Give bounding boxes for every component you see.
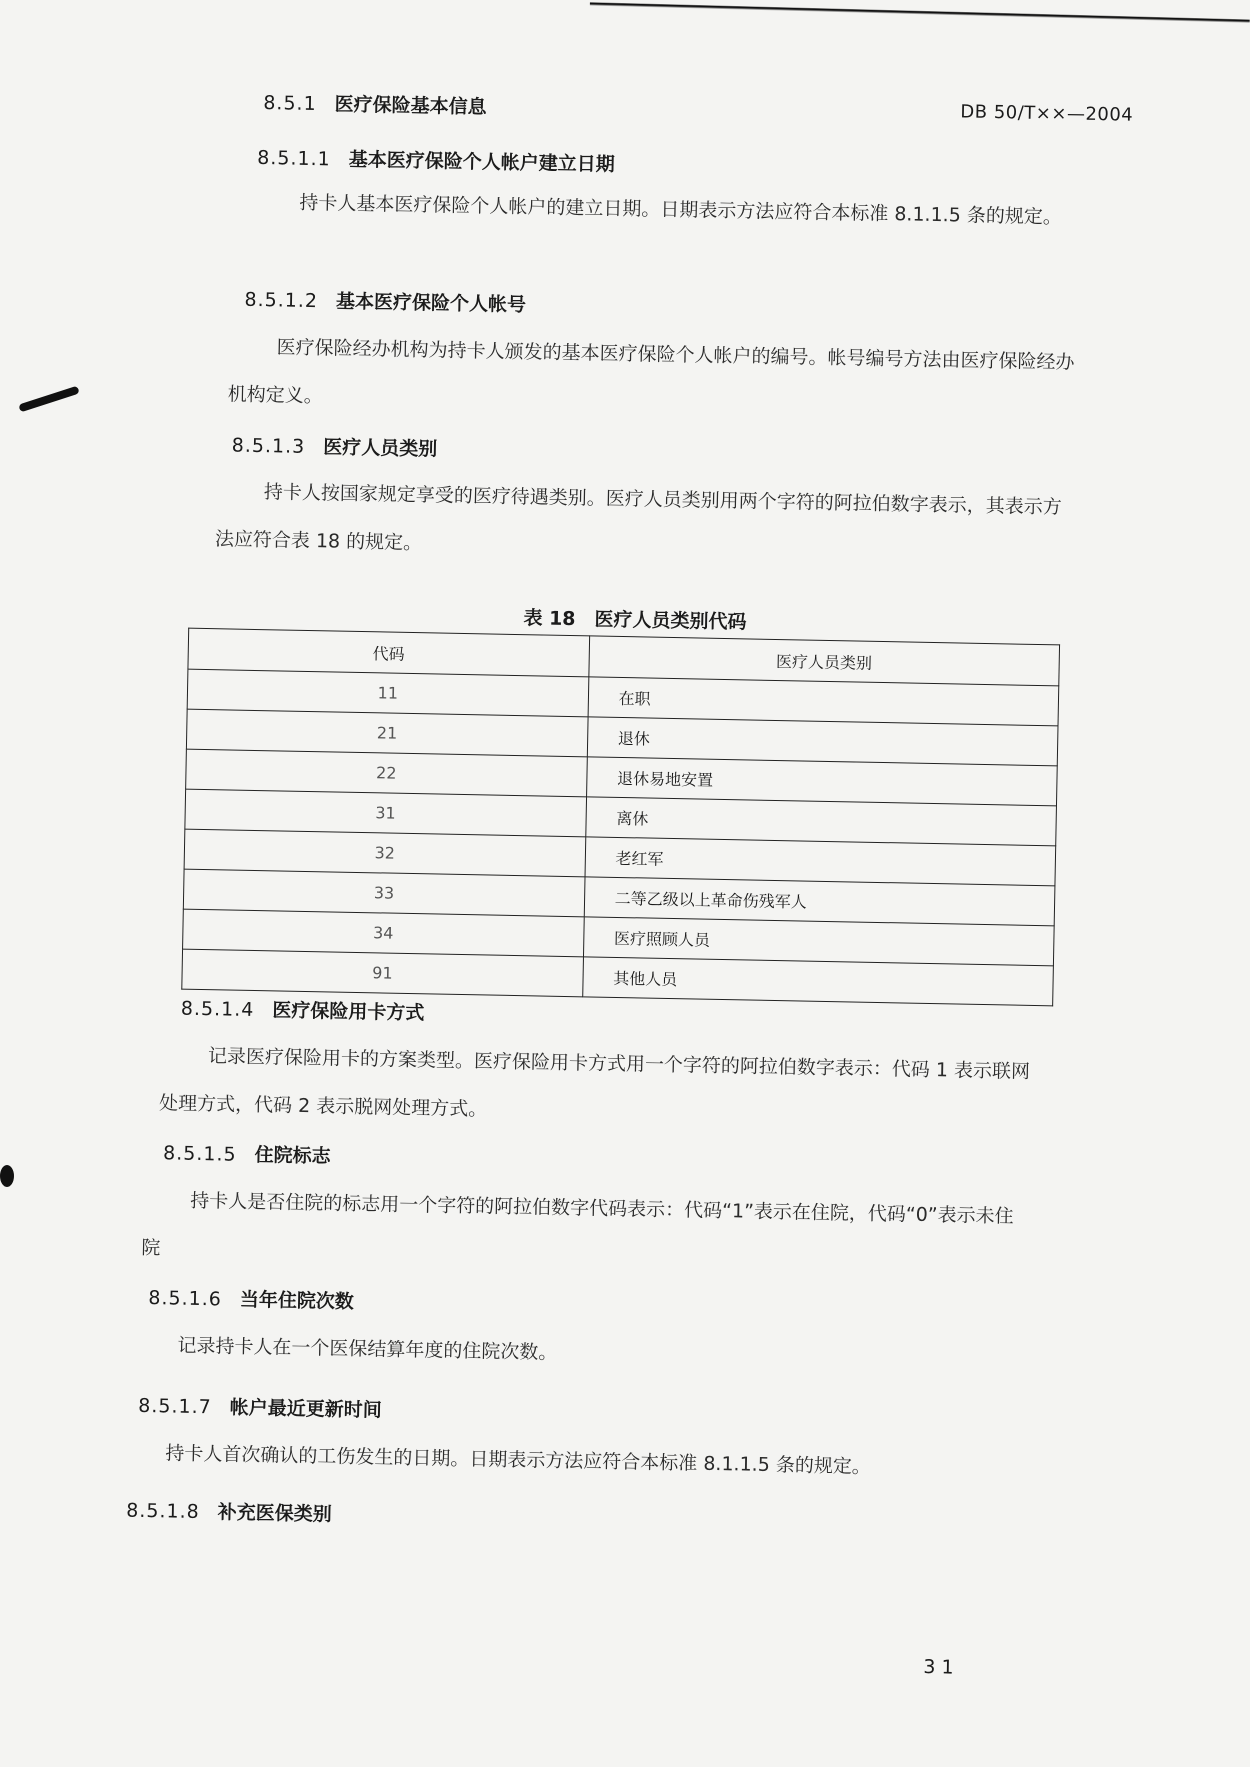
item-number: 8.5.1.2	[244, 288, 319, 313]
item-heading	[257, 143, 615, 177]
column-header-code: 代码	[188, 628, 589, 677]
item-title: 基本医疗保险个人帐户建立日期	[348, 148, 615, 176]
item-title: 补充医保类别	[217, 1501, 332, 1526]
item-paragraph: 记录持卡人在一个医保结算年度的住院次数。	[177, 1334, 558, 1364]
item-number: 8.5.1.4	[180, 997, 255, 1022]
item-title: 基本医疗保险个人帐号	[335, 290, 527, 317]
item-title: 医疗保险用卡方式	[272, 999, 425, 1025]
category-cell: 退休	[587, 717, 1058, 766]
document-code: DB 50/T××—2004	[960, 101, 1134, 126]
code-cell: 34	[183, 909, 584, 957]
item-paragraph: 持卡人按国家规定享受的医疗待遇类别。医疗人员类别用两个字符的阿拉伯数字表示，其表示方法应符合表 18 的规定。	[214, 481, 1062, 555]
item-title: 医疗人员类别	[322, 436, 438, 461]
category-cell: 医疗照顾人员	[583, 917, 1054, 966]
item-title: 住院标志	[254, 1144, 331, 1168]
item-paragraph: 记录医疗保险用卡的方案类型。医疗保险用卡方式用一个字符的阿拉伯数字表示：代码 1 表示联网处理方式，代码 2 表示脱网处理方式。	[158, 1045, 1031, 1121]
item-number: 8.5.1.1	[257, 146, 331, 171]
item-heading	[138, 1391, 382, 1423]
code-cell: 32	[184, 829, 585, 877]
category-cell: 其他人员	[582, 957, 1053, 1006]
item-paragraph: 持卡人基本医疗保险个人帐户的建立日期。日期表示方法应符合本标准 8.1.1.5 条的规定。	[299, 191, 1063, 229]
column-header-category: 医疗人员类别	[589, 636, 1060, 686]
item-number: 8.5.1.5	[162, 1142, 237, 1166]
item-heading	[244, 285, 526, 317]
section-title: 医疗保险基本信息	[334, 93, 487, 119]
item-paragraph: 持卡人是否住院的标志用一个字符的阿拉伯数字代码表示：代码“1”表示在住院，代码“0”表示未住院	[141, 1189, 1014, 1260]
item-number: 8.5.1.7	[138, 1394, 212, 1419]
code-cell: 21	[186, 709, 587, 757]
category-cell: 离休	[585, 797, 1056, 846]
item-number: 8.5.1.3	[231, 434, 306, 458]
section-number: 8.5.1	[263, 92, 317, 116]
code-cell: 91	[182, 949, 583, 997]
item-heading	[181, 994, 425, 1026]
item-heading	[126, 1496, 332, 1527]
item-heading	[232, 430, 438, 461]
item-heading	[163, 1138, 331, 1168]
item-paragraph: 医疗保险经办机构为持卡人颁发的基本医疗保险个人帐户的编号。帐号编号方法由医疗保险经办机构定义。	[227, 336, 1075, 408]
category-cell: 老红军	[585, 837, 1056, 886]
category-cell: 退休易地安置	[586, 757, 1057, 806]
code-cell: 22	[186, 749, 587, 797]
category-cell: 二等乙级以上革命伤残军人	[584, 877, 1055, 926]
table-title: 表 18 医疗人员类别代码	[523, 607, 747, 634]
section-heading	[263, 88, 487, 119]
category-cell: 在职	[588, 677, 1059, 726]
code-cell: 11	[187, 669, 588, 717]
item-heading	[148, 1283, 354, 1314]
page-number: 31	[923, 1655, 960, 1679]
item-number: 8.5.1.8	[126, 1499, 200, 1524]
code-cell: 31	[185, 789, 586, 837]
item-number: 8.5.1.6	[148, 1287, 223, 1311]
item-paragraph: 持卡人首次确认的工伤发生的日期。日期表示方法应符合本标准 8.1.1.5 条的规定。	[165, 1442, 872, 1478]
item-title: 当年住院次数	[239, 1288, 355, 1313]
code-table	[181, 628, 1060, 1007]
item-title: 帐户最近更新时间	[229, 1396, 382, 1422]
code-cell: 33	[183, 869, 584, 917]
